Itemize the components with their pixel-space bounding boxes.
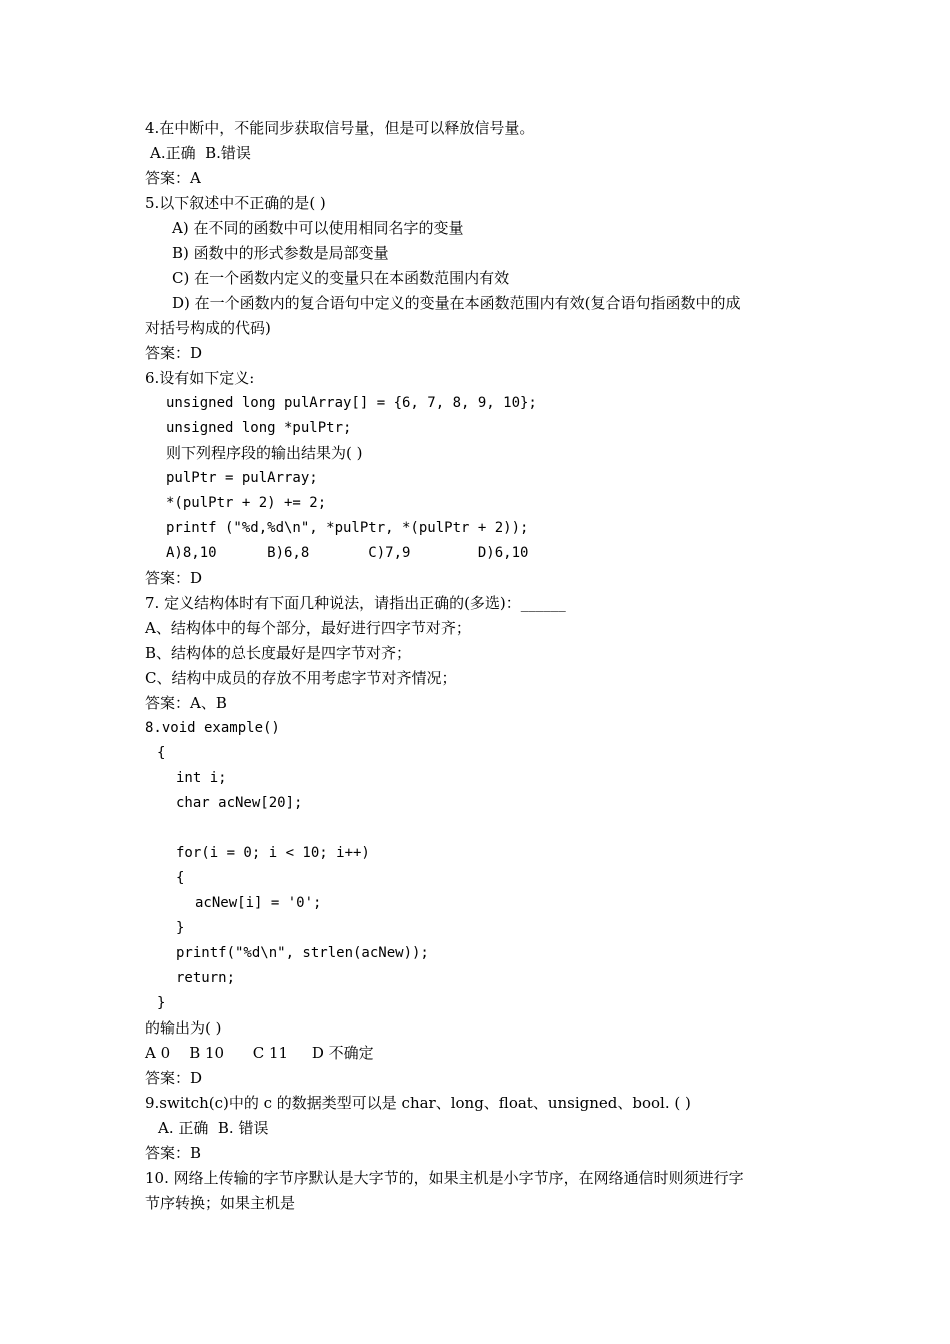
question-5-option-d-cont: 对括号构成的代码): [145, 319, 271, 337]
question-7-text: 7. 定义结构体时有下面几种说法，请指出正确的(多选)：______: [145, 594, 566, 612]
code-line: printf("%d\n", strlen(acNew));: [176, 945, 429, 961]
question-7-option-b: B、结构体的总长度最好是四字节对齐；: [145, 644, 412, 662]
code-line: int i;: [176, 770, 227, 786]
question-8-prompt: 的输出为( ): [145, 1019, 222, 1037]
question-6-options: A)8,10 B)6,8 C)7,9 D)6,10: [166, 545, 529, 561]
code-line: }: [157, 995, 166, 1011]
code-line: unsigned long pulArray[] = {6, 7, 8, 9, 10};: [166, 395, 537, 411]
code-line: acNew[i] = '0';: [195, 895, 322, 911]
question-7-answer: 答案：A、B: [145, 694, 227, 712]
code-line: pulPtr = pulArray;: [166, 470, 318, 486]
question-5-option-d: D) 在一个函数内的复合语句中定义的变量在本函数范围内有效(复合语句指函数中的成: [172, 294, 741, 312]
question-9-options: A. 正确 B. 错误: [158, 1119, 269, 1137]
question-10-text: 10. 网络上传输的字节序默认是大字节的，如果主机是小字节序，在网络通信时则须进行字: [145, 1169, 744, 1187]
question-5-option-c: C) 在一个函数内定义的变量只在本函数范围内有效: [172, 269, 510, 287]
code-line: unsigned long *pulPtr;: [166, 420, 352, 436]
question-8-options: A 0 B 10 C 11 D 不确定: [145, 1044, 374, 1062]
code-line: printf ("%d,%d\n", *pulPtr, *(pulPtr + 2));: [166, 520, 529, 536]
question-4-text: 4.在中断中，不能同步获取信号量，但是可以释放信号量。: [145, 119, 535, 137]
question-5-answer: 答案：D: [145, 344, 203, 362]
question-5-option-b: B) 函数中的形式参数是局部变量: [172, 244, 389, 262]
question-8-text: 8.void example(): [145, 720, 280, 736]
question-6-text: 6.设有如下定义:: [145, 369, 255, 387]
question-7-option-c: C、结构中成员的存放不用考虑字节对齐情况；: [145, 669, 457, 687]
question-4-answer: 答案：A: [145, 169, 201, 187]
question-9-text: 9.switch(c)中的 c 的数据类型可以是 char、long、float、unsigned、bool. ( ): [145, 1094, 691, 1112]
code-line: return;: [176, 970, 236, 986]
question-9-answer: 答案：B: [145, 1144, 202, 1162]
code-line: for(i = 0; i < 10; i++): [176, 845, 370, 861]
code-line: char acNew[20];: [176, 795, 303, 811]
question-7-option-a: A、结构体中的每个部分，最好进行四字节对齐；: [145, 619, 471, 637]
question-5-text: 5.以下叙述中不正确的是( ): [145, 194, 326, 212]
question-6-answer: 答案：D: [145, 569, 203, 587]
code-line: {: [176, 870, 185, 886]
question-8-answer: 答案：D: [145, 1069, 203, 1087]
question-4-options: A.正确 B.错误: [150, 144, 251, 162]
question-6-prompt: 则下列程序段的输出结果为( ): [166, 444, 363, 462]
code-line: {: [157, 745, 166, 761]
question-10-text-cont: 节序转换；如果主机是: [145, 1194, 296, 1212]
code-line: }: [176, 920, 185, 936]
question-5-option-a: A) 在不同的函数中可以使用相同名字的变量: [172, 219, 464, 237]
code-line: *(pulPtr + 2) += 2;: [166, 495, 327, 511]
